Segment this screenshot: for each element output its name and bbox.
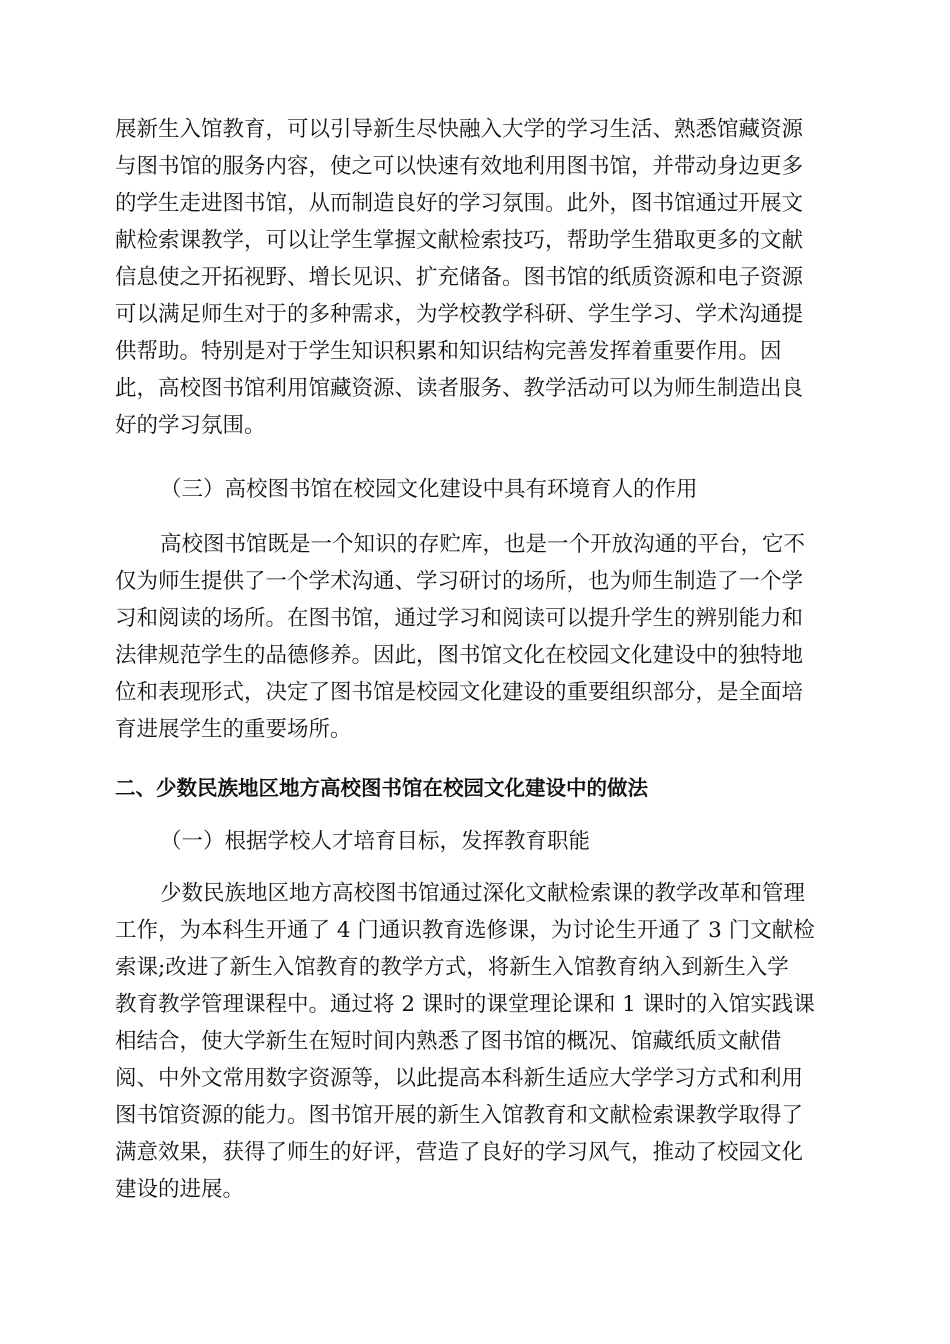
paragraph-line: 少数民族地区地方高校图书馆通过深化文献检索课的教学改革和管理 (160, 881, 806, 906)
paragraph-line: 位和表现形式，决定了图书馆是校园文化建设的重要组织部分，是全面培 (115, 680, 804, 705)
paragraph-line: 献检索课教学，可以让学生掌握文献检索技巧，帮助学生猎取更多的文献 (115, 228, 804, 253)
paragraph-line: 的学生走进图书馆，从而制造良好的学习氛围。此外，图书馆通过开展文 (115, 191, 804, 216)
paragraph-line: 此，高校图书馆利用馆藏资源、读者服务、教学活动可以为师生制造出良 (115, 376, 804, 401)
paragraph-line: 好的学习氛围。 (115, 413, 266, 438)
paragraph-line: 建设的进展。 (115, 1177, 245, 1202)
paragraph-line: 阅、中外文常用数字资源等，以此提高本科新生适应大学学习方式和利用 (115, 1066, 804, 1091)
paragraph-line: 仅为师生提供了一个学术沟通、学习研讨的场所，也为师生制造了一个学 (115, 569, 804, 594)
subheading-1: （一）根据学校人才培育目标，发挥教育职能 (160, 829, 591, 854)
section-heading: 二、少数民族地区地方高校图书馆在校园文化建设中的做法 (115, 776, 648, 800)
paragraph-line: 满意效果，获得了师生的好评，营造了良好的学习风气，推动了校园文化 (115, 1140, 804, 1165)
paragraph-line: 育进展学生的重要场所。 (115, 717, 352, 742)
paragraph-line: 与图书馆的服务内容，使之可以快速有效地利用图书馆，并带动身边更多 (115, 154, 804, 179)
paragraph-line: 供帮助。特别是对于学生知识积累和知识结构完善发挥着重要作用。因 (115, 339, 782, 364)
paragraph-line: 信息使之开拓视野、增长见识、扩充储备。图书馆的纸质资源和电子资源 (115, 265, 804, 290)
paragraph-line: 法律规范学生的品德修养。因此，图书馆文化在校园文化建设中的独特地 (115, 643, 804, 668)
subheading-3: （三）高校图书馆在校园文化建设中具有环境育人的作用 (160, 477, 698, 502)
paragraph-line: 教育教学管理课程中。通过将 2 课时的课堂理论课和 1 课时的入馆实践课 (115, 992, 815, 1017)
paragraph-line: 可以满足师生对于的多种需求，为学校教学科研、学生学习、学术沟通提 (115, 302, 804, 327)
paragraph-line: 工作，为本科生开通了 4 门通识教育选修课，为讨论生开通了 3 门文献检 (115, 918, 815, 943)
paragraph-line: 相结合，使大学新生在短时间内熟悉了图书馆的概况、馆藏纸质文献借 (115, 1029, 782, 1054)
paragraph-line: 高校图书馆既是一个知识的存贮库，也是一个开放沟通的平台，它不 (160, 532, 806, 557)
paragraph-line: 索课;改进了新生入馆教育的教学方式，将新生入馆教育纳入到新生入学 (115, 955, 789, 980)
paragraph-line: 习和阅读的场所。在图书馆，通过学习和阅读可以提升学生的辨别能力和 (115, 606, 804, 631)
paragraph-line: 图书馆资源的能力。图书馆开展的新生入馆教育和文献检索课教学取得了 (115, 1103, 804, 1128)
paragraph-line: 展新生入馆教育，可以引导新生尽快融入大学的学习生活、熟悉馆藏资源 (115, 117, 804, 142)
